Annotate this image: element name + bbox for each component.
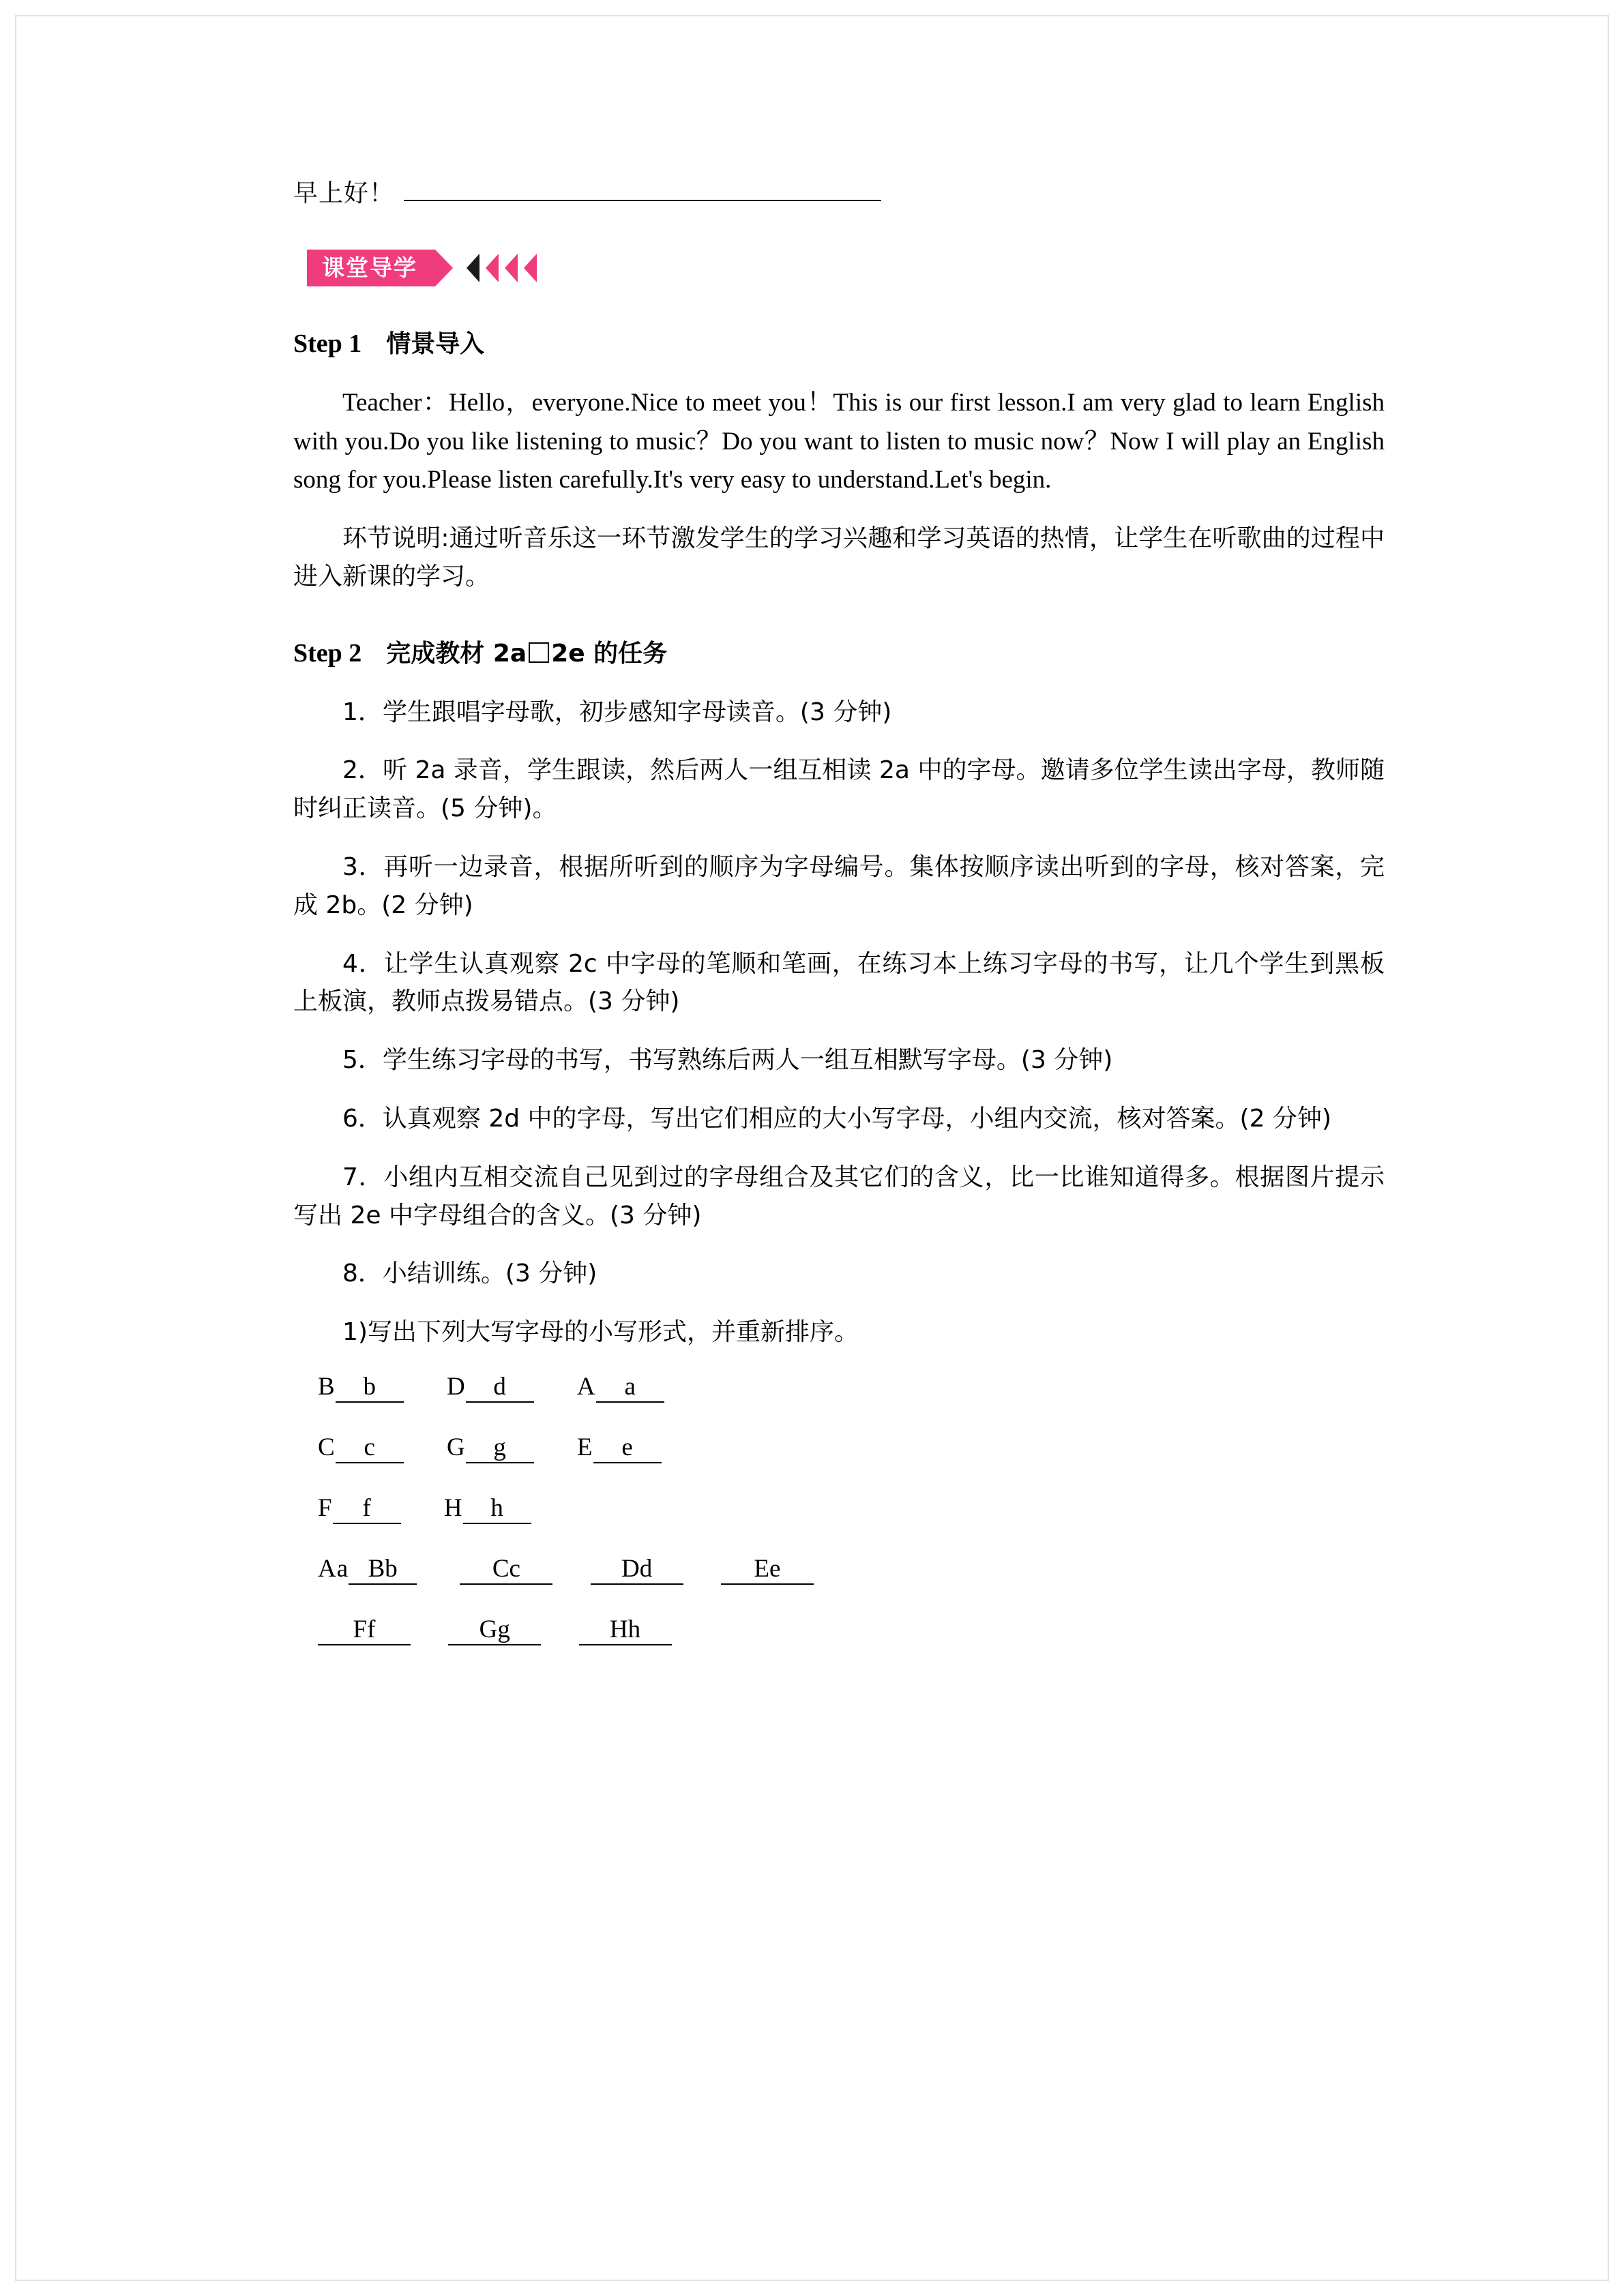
- answer-capital: Aa: [318, 1554, 349, 1583]
- answer-order-row: [318, 1615, 1385, 1645]
- answer-blank[interactable]: Dd: [591, 1554, 683, 1585]
- answer-capital: G: [446, 1433, 466, 1461]
- answer-blank[interactable]: Hh: [579, 1615, 672, 1645]
- task-item: 3．再听一边录音，根据所听到的顺序为字母编号。集体按顺序读出听到的字母，核对答案，完成 2b。(2 分钟): [293, 852, 1385, 919]
- answer-capital: H: [443, 1493, 463, 1522]
- answer-blank[interactable]: d: [466, 1372, 534, 1403]
- answer-blank[interactable]: Bb: [349, 1554, 417, 1585]
- answer-capital: A: [576, 1372, 596, 1401]
- answer-capital: F: [318, 1493, 333, 1522]
- greeting-row: [293, 174, 1385, 209]
- answer-pair: [318, 1433, 404, 1463]
- task-item: 8．小结训练。(3 分钟): [342, 1259, 597, 1288]
- banner-chevrons: [467, 254, 543, 282]
- note-paragraph: 环节说明:通过听音乐这一环节激发学生的学习兴趣和学习英语的热情，让学生在听歌曲的过程中进入新课的学习。: [293, 524, 1385, 591]
- answer-pair: [577, 1433, 662, 1463]
- answer-blank[interactable]: Gg: [448, 1615, 541, 1645]
- chevron-left-icon: [486, 254, 499, 282]
- answer-row: [318, 1433, 1385, 1463]
- step-2-heading: [293, 634, 1385, 669]
- chevron-left-icon: [467, 254, 479, 282]
- answer-blank[interactable]: g: [466, 1433, 534, 1463]
- answer-row: [318, 1493, 1385, 1524]
- greeting-text: 早上好！: [293, 179, 395, 207]
- answer-pair: [577, 1372, 664, 1403]
- answer-pair: [318, 1493, 401, 1524]
- answer-blank[interactable]: Ee: [721, 1554, 814, 1585]
- chevron-left-icon: [524, 254, 537, 282]
- section-banner: [307, 250, 1385, 286]
- step-1-title: 情景导入: [386, 330, 485, 359]
- answer-row: [318, 1372, 1385, 1403]
- answer-blank[interactable]: Cc: [460, 1554, 552, 1585]
- box-glyph-icon: [529, 642, 549, 663]
- task-item: 5．学生练习字母的书写，书写熟练后两人一组互相默写字母。(3 分钟): [342, 1046, 1113, 1075]
- answer-capital: C: [318, 1433, 336, 1461]
- banner-label: 课堂导学: [307, 250, 435, 286]
- step-2-title-post: 2e 的任务: [551, 639, 668, 668]
- chevron-left-icon: [505, 254, 518, 282]
- exercise-prompt: 1)写出下列大写字母的小写形式，并重新排序。: [342, 1318, 859, 1347]
- answer-blank[interactable]: f: [333, 1493, 401, 1524]
- answer-capital: E: [576, 1433, 593, 1461]
- answer-blank[interactable]: a: [596, 1372, 664, 1403]
- task-item: 7．小组内互相交流自己见到过的字母组合及其它们的含义，比一比谁知道得多。根据图片提示写出 2e 中字母组合的含义。(3 分钟): [293, 1163, 1385, 1229]
- answer-blank[interactable]: c: [336, 1433, 404, 1463]
- teacher-paragraph: Teacher：Hello，everyone.Nice to meet you！This is our first lesson.I am very glad to learn English with you.Do you like listening to music？Do you want to listen to music now？Now I will play an English song for you.Please listen carefully.It's very easy to understand.Let's begin.: [293, 389, 1385, 494]
- answer-capital: B: [318, 1372, 336, 1401]
- step-1-heading: [293, 325, 1385, 359]
- task-item: 1．学生跟唱字母歌，初步感知字母读音。(3 分钟): [342, 698, 892, 726]
- greeting-blank-line[interactable]: [404, 179, 881, 201]
- task-item: 6．认真观察 2d 中的字母，写出它们相应的大小写字母，小组内交流，核对答案。(2 分钟): [342, 1104, 1331, 1133]
- answer-capital: D: [446, 1372, 466, 1401]
- answer-blank[interactable]: e: [593, 1433, 662, 1463]
- answer-pair: [318, 1372, 404, 1403]
- step-2-label: Step 2: [293, 638, 362, 668]
- answer-blank[interactable]: b: [336, 1372, 404, 1403]
- answer-pair: [447, 1433, 534, 1463]
- answer-pair: [318, 1554, 417, 1585]
- answer-blank[interactable]: Ff: [318, 1615, 411, 1645]
- page-content: [293, 174, 1385, 1675]
- answer-pair: [444, 1493, 531, 1524]
- answer-pair: [447, 1372, 534, 1403]
- step-1-label: Step 1: [293, 329, 362, 359]
- task-item: 2．听 2a 录音，学生跟读，然后两人一组互相读 2a 中的字母。邀请多位学生读出字母，教师随时纠正读音。(5 分钟)。: [293, 756, 1385, 823]
- task-item: 4．让学生认真观察 2c 中字母的笔顺和笔画，在练习本上练习字母的书写，让几个学生到黑板上板演，教师点拨易错点。(3 分钟): [293, 949, 1385, 1016]
- answer-order-row: [318, 1554, 1385, 1585]
- answer-blank[interactable]: h: [463, 1493, 531, 1524]
- step-2-title-pre: 完成教材 2a: [386, 639, 527, 668]
